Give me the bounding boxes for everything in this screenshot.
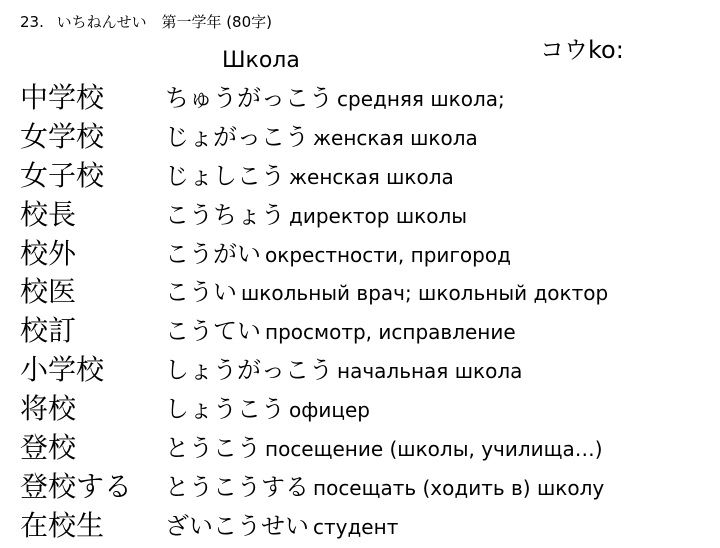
- vocab-definition: [165, 79, 505, 120]
- lesson-header: [20, 11, 272, 32]
- vocab-entry: [20, 118, 710, 157]
- vocab-translation: средняя школа;: [337, 87, 505, 111]
- vocab-kana: とうこうする: [165, 472, 309, 501]
- vocab-kana: こうい: [165, 278, 237, 307]
- vocab-kanji: 校長: [20, 197, 77, 231]
- vocab-definition: [165, 468, 604, 509]
- vocab-entry: [20, 351, 710, 390]
- vocab-kanji: 在校生: [20, 508, 105, 542]
- vocab-kana: こうてい: [165, 317, 261, 346]
- vocab-translation: офицер: [289, 398, 370, 423]
- vocab-definition: [165, 196, 467, 237]
- vocab-kanji: 女子校: [20, 158, 105, 192]
- vocab-kana: こうちょう: [165, 200, 285, 229]
- vocab-entry: [20, 273, 710, 312]
- vocab-definition: [165, 390, 370, 431]
- vocab-entry: [20, 312, 710, 351]
- vocab-entry: [20, 429, 710, 468]
- vocab-kanji: 登校: [20, 431, 77, 465]
- kanji-reading: コウko:: [540, 36, 624, 64]
- vocab-translation: женская школа: [289, 164, 454, 189]
- vocab-kana: じょがっこう: [165, 122, 309, 151]
- vocab-kana: しょうこう: [165, 395, 285, 424]
- vocab-translation: посещать (ходить в) школу: [313, 475, 605, 500]
- vocab-kanji: 校外: [20, 236, 77, 270]
- vocab-translation: женская школа: [313, 125, 478, 150]
- vocab-kana: こうがい: [165, 239, 261, 268]
- vocab-translation: школьный врач; школьный доктор: [241, 281, 609, 306]
- vocab-kanji: 将校: [20, 392, 77, 426]
- vocab-entry: [20, 157, 710, 196]
- vocab-translation: просмотр, исправление: [265, 320, 516, 345]
- vocab-definition: [165, 429, 603, 470]
- vocab-kana: ざいこうせい: [165, 511, 309, 540]
- vocab-definition: [165, 118, 478, 159]
- lesson-subtitle: 第一学年 (80字): [161, 13, 272, 31]
- vocab-definition: [165, 351, 522, 392]
- vocab-definition: [165, 273, 608, 314]
- vocab-kanji: 小学校: [20, 353, 105, 387]
- vocab-entry: [20, 196, 710, 235]
- vocab-translation: окрестности, пригород: [265, 242, 511, 267]
- vocab-kanji: 登校する: [20, 469, 133, 503]
- vocab-definition: [165, 235, 511, 276]
- vocab-kanji: 女学校: [20, 119, 105, 153]
- lesson-number: 23.: [20, 13, 44, 31]
- kanji-meaning: Школа: [222, 48, 300, 73]
- vocab-kanji: 中学校: [20, 81, 105, 114]
- vocab-entry: [20, 390, 710, 429]
- vocab-entry: [20, 468, 710, 507]
- vocab-kana: じょしこう: [165, 161, 285, 190]
- vocab-entry: [20, 79, 710, 118]
- vocab-translation: начальная школа: [337, 359, 523, 384]
- vocab-translation: студент: [313, 514, 399, 539]
- lesson-title: いちねんせい: [56, 13, 147, 31]
- vocabulary-list: [20, 79, 710, 546]
- vocab-kana: しょうがっこう: [165, 356, 333, 385]
- vocab-translation: посещение (школы, училища…): [265, 437, 603, 462]
- vocab-kanji: 校訂: [20, 314, 77, 348]
- vocab-definition: [165, 312, 516, 353]
- vocab-kana: ちゅうがっこう: [165, 84, 333, 112]
- vocab-kana: とうこう: [165, 434, 261, 463]
- vocab-kanji: 校医: [20, 275, 77, 309]
- vocab-definition: [165, 157, 454, 198]
- vocab-definition: [165, 507, 398, 548]
- vocab-translation: директор школы: [289, 203, 468, 228]
- vocab-entry: [20, 235, 710, 274]
